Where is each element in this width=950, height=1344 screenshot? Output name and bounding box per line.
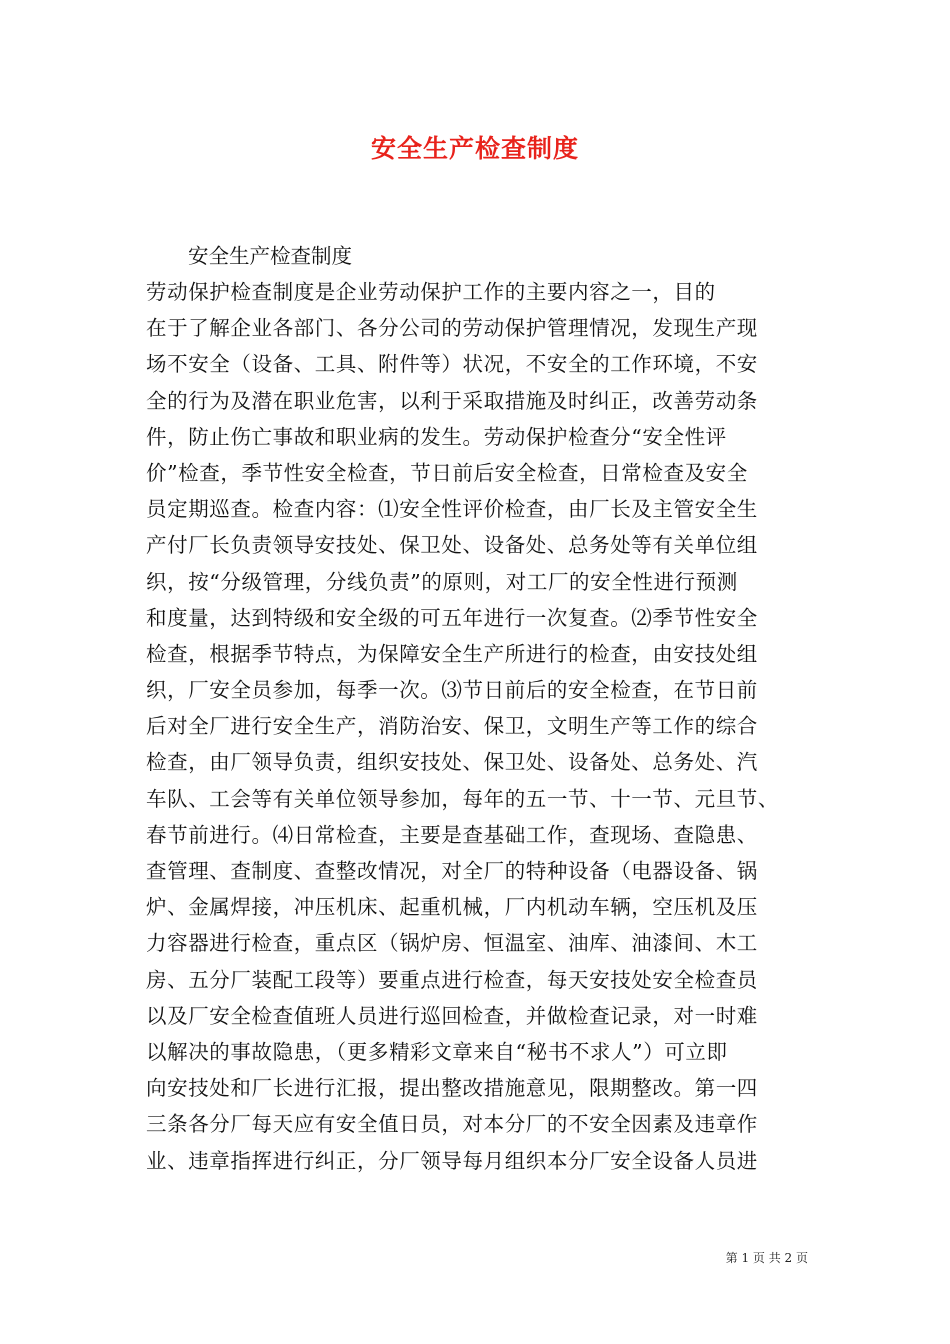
body-text-line: 车队、工会等有关单位领导参加，每年的五一节、十一节、元旦节、 [146, 786, 779, 811]
body-text-line: 织，按“分级管理，分线负责”的原则，对工厂的安全性进行预测 [146, 569, 738, 594]
body-text-line: 在于了解企业各部门、各分公司的劳动保护管理情况，发现生产现 [146, 316, 758, 341]
body-text-line: 力容器进行检查，重点区（锅炉房、恒温室、油库、油漆间、木工 [146, 931, 758, 956]
page-indicator: 第 1 页 共 2 页 [725, 1251, 808, 1265]
body-text-line: 炉、金属焊接，冲压机床、起重机械，厂内机动车辆，空压机及压 [146, 895, 758, 920]
body-text-line: 员定期巡查。检查内容：⑴安全性评价检查，由厂长及主管安全生 [146, 497, 758, 522]
body-text-line: 查管理、查制度、查整改情况，对全厂的特种设备（电器设备、锅 [146, 859, 758, 883]
body-text-line: 后对全厂进行安全生产，消防治安、保卫，文明生产等工作的综合 [146, 714, 758, 739]
body-text-line: 检查，由厂领导负责，组织安技处、保卫处、设备处、总务处、汽 [146, 750, 758, 775]
body-text-line: 劳动保护检查制度是企业劳动保护工作的主要内容之一，目的 [146, 280, 716, 304]
body-text-line: 织，厂安全员参加，每季一次。⑶节日前后的安全检查，在节日前 [146, 678, 758, 703]
body-text-line: 全的行为及潜在职业危害，以利于采取措施及时纠正，改善劳动条 [146, 388, 758, 413]
body-text-line: 产付厂长负责领导安技处、保卫处、设备处、总务处等有关单位组 [146, 533, 758, 558]
body-text-line: 件，防止伤亡事故和职业病的发生。劳动保护检查分“安全性评 [146, 424, 727, 449]
body-text-line: 价”检查，季节性安全检查，节日前后安全检查，日常检查及安全 [146, 460, 748, 485]
body-text-line: 向安技处和厂长进行汇报，提出整改措施意见，限期整改。第一四 [146, 1076, 758, 1101]
body-text-line: 业、违章指挥进行纠正，分厂领导每月组织本分厂安全设备人员进 [146, 1148, 758, 1173]
body-text-line: 三条各分厂每天应有安全值日员，对本分厂的不安全因素及违章作 [146, 1112, 758, 1137]
body-text-line: 以及厂安全检查值班人员进行巡回检查，并做检查记录，对一时难 [146, 1003, 758, 1028]
body-text-line: 春节前进行。⑷日常检查，主要是查基础工作，查现场、查隐患、 [146, 822, 758, 847]
document-subheading: 安全生产检查制度 [188, 244, 352, 268]
body-text-line: 检查，根据季节特点，为保障安全生产所进行的检查，由安技处组 [146, 641, 758, 666]
body-text-line: 场不安全（设备、工具、附件等）状况，不安全的工作环境，不安 [146, 352, 758, 377]
document-title: 安全生产检查制度 [370, 134, 579, 163]
body-text-line: 以解决的事故隐患，（更多精彩文章来自“秘书不求人”）可立即 [146, 1039, 728, 1064]
document-body [146, 274, 779, 1179]
body-text-line: 房、五分厂装配工段等）要重点进行检查，每天安技处安全检查员 [146, 967, 758, 992]
body-text-line: 和度量，达到特级和安全级的可五年进行一次复查。⑵季节性安全 [146, 605, 758, 630]
